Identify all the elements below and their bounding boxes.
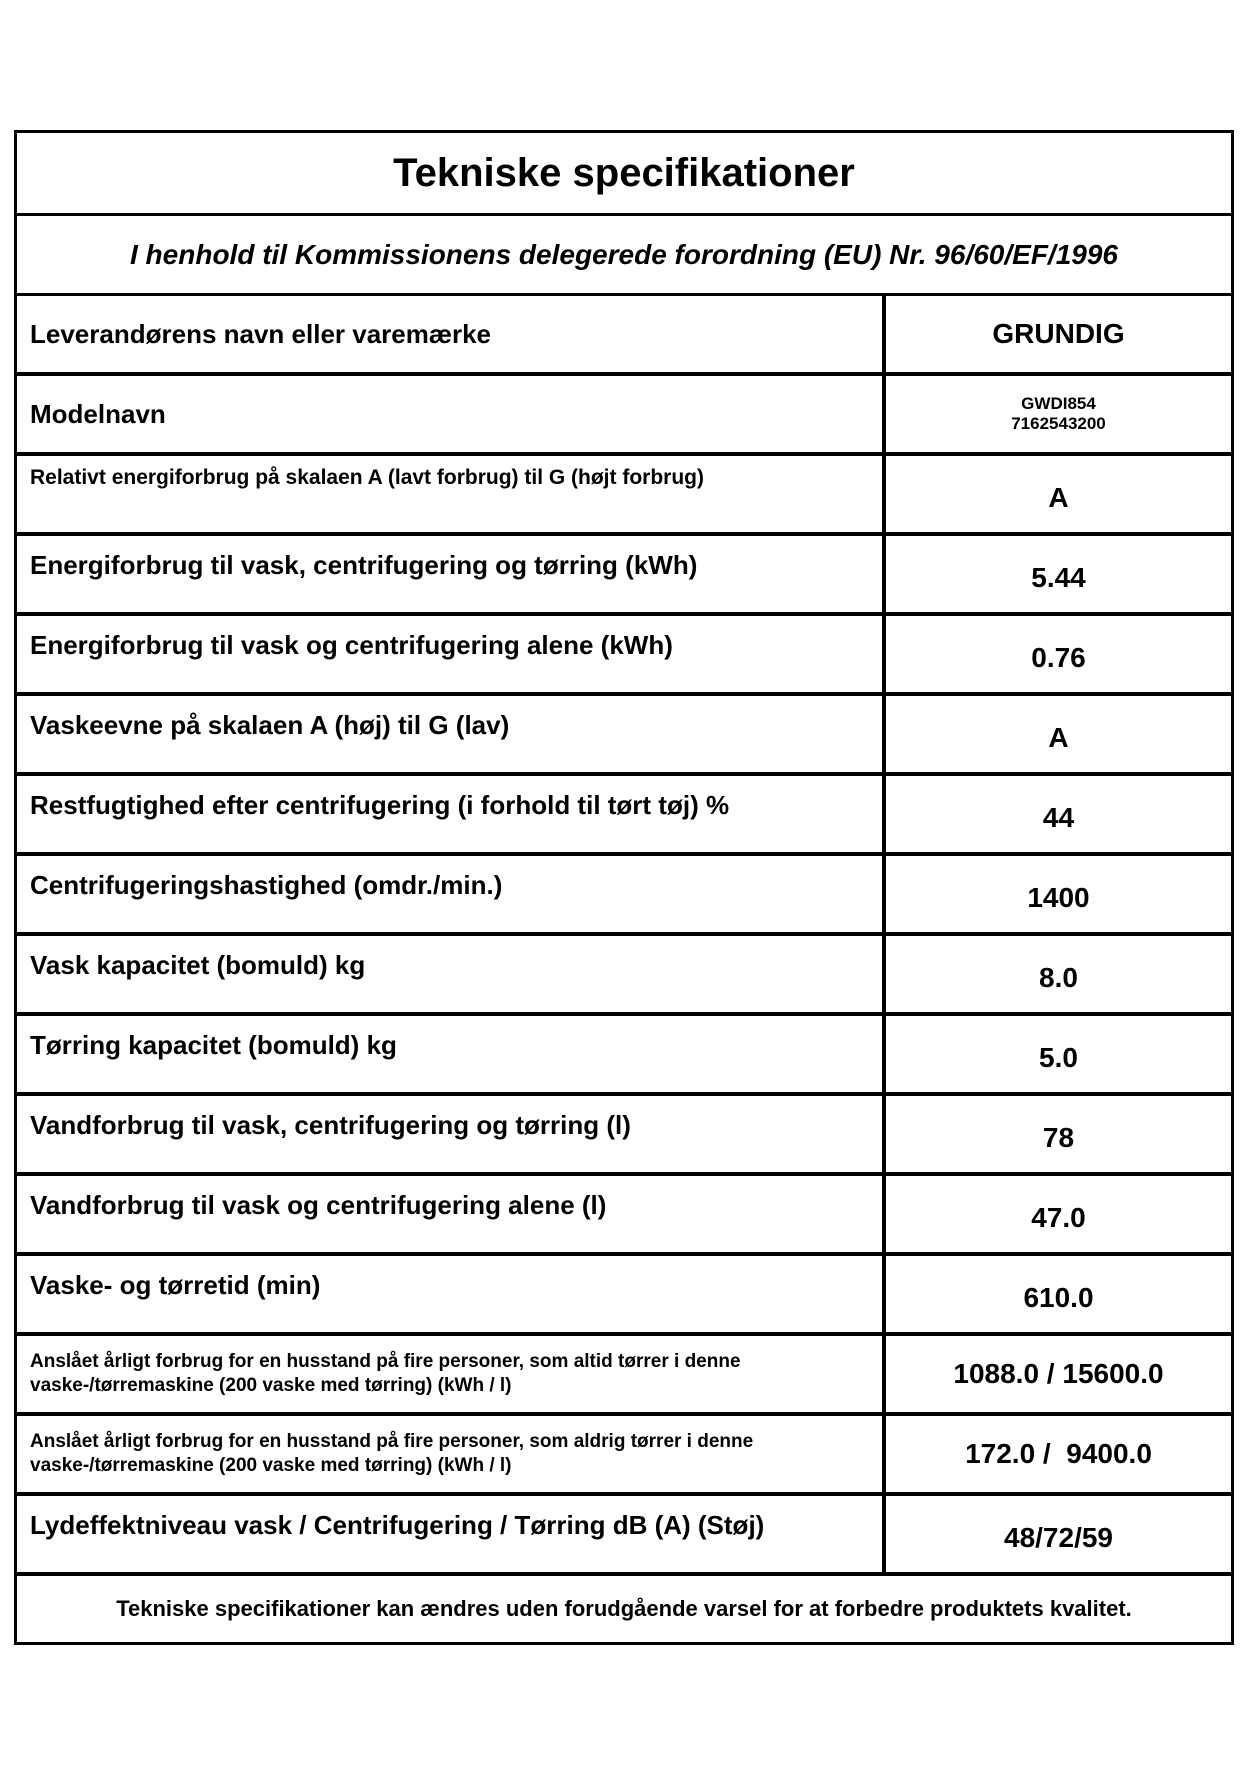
- spec-label: Leverandørens navn eller varemærke: [17, 296, 886, 372]
- table-row: [17, 456, 1231, 536]
- spec-value: 44: [1042, 802, 1075, 833]
- spec-label: Tørring kapacitet (bomuld) kg: [17, 1016, 886, 1092]
- table-row: [17, 1496, 1231, 1576]
- spec-label: Vask kapacitet (bomuld) kg: [17, 936, 886, 1012]
- model-number: 7162543200: [1011, 414, 1106, 433]
- table-row: [17, 1416, 1231, 1496]
- spec-value: 5.0: [1039, 1042, 1078, 1073]
- spec-label: Energiforbrug til vask, centrifugering og tørring (kWh): [17, 536, 886, 612]
- table-row: [17, 1336, 1231, 1416]
- spec-value: 1088.0 / 15600.0: [953, 1358, 1164, 1389]
- table-row: [17, 1096, 1231, 1176]
- table-row: [17, 376, 1231, 456]
- spec-sheet: [14, 130, 1234, 1645]
- spec-label: Energiforbrug til vask og centrifugering alene (kWh): [17, 616, 886, 692]
- footer-note: Tekniske specifikationer kan ændres uden forudgående varsel for at forbedre produktets kvalitet.: [116, 1596, 1132, 1621]
- spec-value: 47.0: [1031, 1202, 1086, 1233]
- table-row: [17, 856, 1231, 936]
- spec-label: [17, 1416, 886, 1492]
- table-row: [17, 296, 1231, 376]
- table-row: [17, 616, 1231, 696]
- spec-value: 48/72/59: [1004, 1522, 1113, 1553]
- regulation-subtitle: I henhold til Kommissionens delegerede forordning (EU) Nr. 96/60/EF/1996: [17, 216, 1231, 296]
- table-row: [17, 536, 1231, 616]
- spec-label-line: vaske-/tørremaskine (200 vaske med tørring) (kWh / l): [30, 1455, 512, 1476]
- spec-label: Vandforbrug til vask og centrifugering alene (l): [17, 1176, 886, 1252]
- table-row: [17, 1176, 1231, 1256]
- table-row: [17, 1256, 1231, 1336]
- spec-value: 5.44: [1031, 562, 1086, 593]
- spec-label: Lydeffektniveau vask / Centrifugering / Tørring dB (A) (Støj): [17, 1496, 886, 1572]
- spec-label: Modelnavn: [17, 376, 886, 452]
- spec-value: 1400: [1027, 882, 1090, 913]
- spec-value: 172.0 / 9400.0: [965, 1438, 1152, 1469]
- spec-value: 610.0: [1023, 1282, 1094, 1313]
- spec-label-line: Anslået årligt forbrug for en husstand på fire personer, som altid tørrer i denne: [30, 1351, 741, 1372]
- spec-label: Centrifugeringshastighed (omdr./min.): [17, 856, 886, 932]
- spec-label-line: Anslået årligt forbrug for en husstand på fire personer, som aldrig tørrer i denne: [30, 1431, 754, 1452]
- page-title: Tekniske specifikationer: [17, 133, 1231, 216]
- spec-label: Vaskeevne på skalaen A (høj) til G (lav): [17, 696, 886, 772]
- spec-value: 0.76: [1031, 642, 1086, 673]
- spec-value: 8.0: [1039, 962, 1078, 993]
- spec-value: A: [1048, 722, 1069, 753]
- spec-label: Relativt energiforbrug på skalaen A (lavt forbrug) til G (højt forbrug): [17, 456, 886, 532]
- table-row: [17, 936, 1231, 1016]
- spec-value: 78: [1042, 1122, 1075, 1153]
- table-row: [17, 776, 1231, 856]
- spec-label: Vandforbrug til vask, centrifugering og tørring (l): [17, 1096, 886, 1172]
- spec-value: GRUNDIG: [992, 318, 1125, 349]
- spec-value: A: [1048, 482, 1069, 513]
- spec-label: [17, 1336, 886, 1412]
- spec-label: Vaske- og tørretid (min): [17, 1256, 886, 1332]
- table-row: [17, 1016, 1231, 1096]
- table-row: [17, 696, 1231, 776]
- spec-label: Restfugtighed efter centrifugering (i forhold til tørt tøj) %: [17, 776, 886, 852]
- model-value: [886, 376, 1231, 452]
- spec-label-line: vaske-/tørremaskine (200 vaske med tørring) (kWh / l): [30, 1375, 512, 1396]
- model-name: GWDI854: [1021, 394, 1096, 413]
